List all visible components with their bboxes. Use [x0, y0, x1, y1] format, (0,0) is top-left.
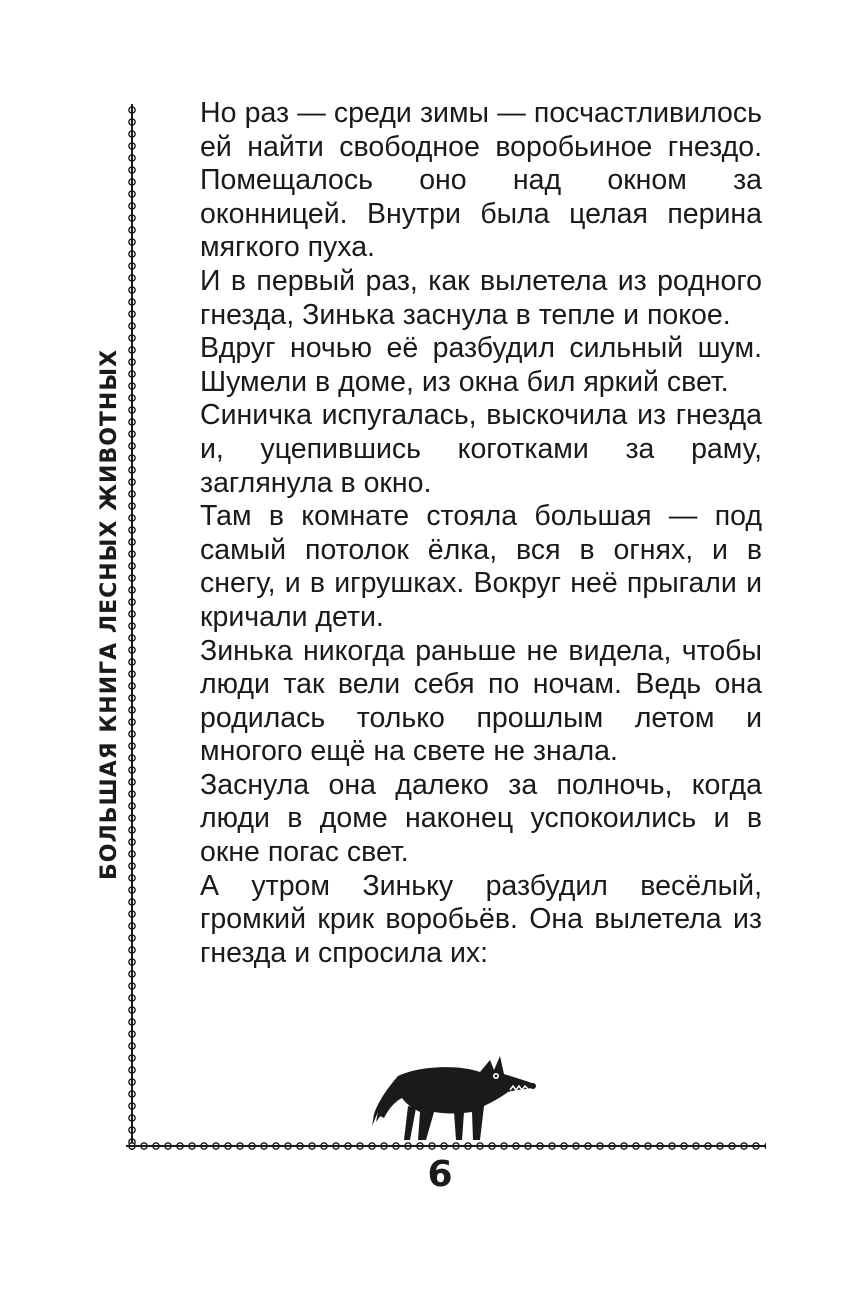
paragraph: Там в комнате стояла большая — под самый потолок ёлка, вся в огнях, и в снегу, и в игрушках. Вокруг неё прыгали и кричали дети.: [200, 500, 762, 633]
running-title: БОЛЬШАЯ КНИГА ЛЕСНЫХ ЖИВОТНЫХ: [97, 348, 122, 880]
paragraph: А утром Зиньку разбудил весёлый, громкий крик воробьёв. Она вылетела из гнезда и спросила их:: [200, 869, 762, 969]
wolf-illustration: [368, 1046, 538, 1146]
paragraph: Но раз — среди зимы — посчастливилось ей найти свободное воробьиное гнездо. Помещалось оно над окном за оконницей. Внутри была целая перина мягкого пуха.: [200, 97, 762, 264]
paragraph: Синичка испугалась, выскочила из гнезда и, уцепившись коготками за раму, заглянула в окно.: [200, 399, 762, 499]
paragraph: Заснула она далеко за полночь, когда люди в доме наконец успокоились и в окне погас свет.: [200, 768, 762, 869]
paragraph: И в первый раз, как вылетела из родного гнезда, Зинька заснула в тепле и покое.: [200, 264, 762, 331]
page-number: 6: [427, 1154, 453, 1195]
decorative-border-left: [126, 104, 138, 1150]
paragraph: Зинька никогда раньше не видела, чтобы люди так вели себя по ночам. Ведь она родилась только прошлым летом и многого ещё на свете не знала.: [200, 634, 762, 768]
paragraph: Вдруг ночью её разбудил сильный шум. Шумели в доме, из окна бил яркий свет.: [200, 332, 762, 398]
body-text: [200, 97, 762, 970]
